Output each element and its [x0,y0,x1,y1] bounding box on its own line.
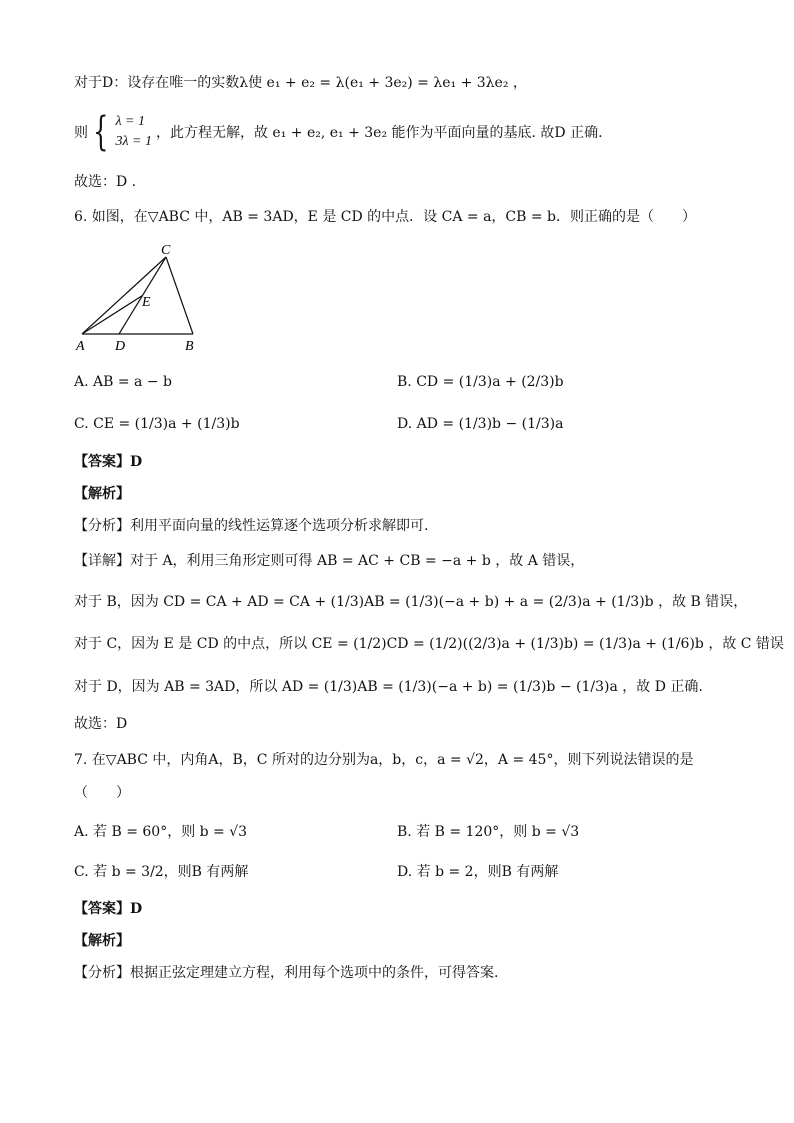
q6-detail-d: 对于 D，因为 AB = 3AD，所以 AD = (1/3)AB = (1/3)(−a + b) = (1/3)b − (1/3)a ，故 D 正确. [74,679,703,695]
q5-line-2-rest: ，此方程无解，故 e₁ + e₂, e₁ + 3e₂ 能作为平面向量的基底. 故D 正确. [155,125,603,141]
q5-system-lines [115,112,152,152]
label-c: C [161,243,171,258]
q6-analysis-label: 【解析】 [74,486,130,502]
q7-paren: （ ） [74,785,130,801]
q7-fenxi: 【分析】根据正弦定理建立方程，利用每个选项中的条件，可得答案. [74,965,499,981]
q7-option-b: B. 若 B = 120°，则 b = √3 [397,824,580,840]
q5-eq-1: λ = 1 [115,114,145,129]
q6-stem: 6. 如图，在▽ABC 中，AB = 3AD，E 是 CD 的中点．设 CA = a，CB = b．则正确的是（ ） [74,209,697,225]
side-ac [82,257,166,334]
q6-option-c: C. CE = (1/3)a + (1/3)b [74,416,240,432]
q6-triangle-figure [70,240,210,355]
q7-option-c: C. 若 b = 3/2，则B 有两解 [74,864,249,880]
q5-equation-system [74,109,603,155]
q6-option-d: D. AD = (1/3)b − (1/3)a [397,416,564,432]
q6-answer: 【答案】D [74,454,143,470]
brace-icon: { [93,109,109,155]
label-d: D [115,339,126,354]
side-cb [166,257,193,334]
q5-eq-2: 3λ = 1 [115,134,152,149]
q6-option-b: B. CD = (1/3)a + (2/3)b [397,374,564,390]
q6-detail-c: 对于 C，因为 E 是 CD 的中点，所以 CE = (1/2)CD = (1/2)((2/3)a + (1/3)b) = (1/3)a + (1/6)b ，故 C 错误 [74,636,784,652]
q6-choose: 故选：D [74,716,128,732]
q5-then-label: 则 [74,125,88,141]
q5-line-1: 对于D：设存在唯一的实数λ使 e₁ + e₂ = λ(e₁ + 3e₂) = λe₁ + 3λe₂ ， [74,75,527,91]
q6-detail-b: 对于 B，因为 CD = CA + AD = CA + (1/3)AB = (1/3)(−a + b) + a = (2/3)a + (1/3)b ，故 B 错误， [74,594,748,610]
q7-stem: 7. 在▽ABC 中，内角A，B，C 所对的边分别为a，b，c，a = √2，A = 45°，则下列说法错误的是 [74,752,694,768]
segment-ae [82,296,143,335]
label-a: A [76,339,85,354]
q7-analysis-label: 【解析】 [74,933,130,949]
q6-fenxi: 【分析】利用平面向量的线性运算逐个选项分析求解即可. [74,518,429,534]
q7-option-d: D. 若 b = 2，则B 有两解 [397,864,559,880]
q6-detail-a: 【详解】对于 A，利用三角形定则可得 AB = AC + CB = −a + b ，故 A 错误， [74,553,585,569]
q7-option-a: A. 若 B = 60°，则 b = √3 [74,824,248,840]
q5-choose: 故选：D . [74,174,137,190]
q6-option-a: A. AB = a − b [74,374,172,390]
label-b: B [185,339,194,354]
q7-answer: 【答案】D [74,901,143,917]
label-e: E [142,295,151,310]
